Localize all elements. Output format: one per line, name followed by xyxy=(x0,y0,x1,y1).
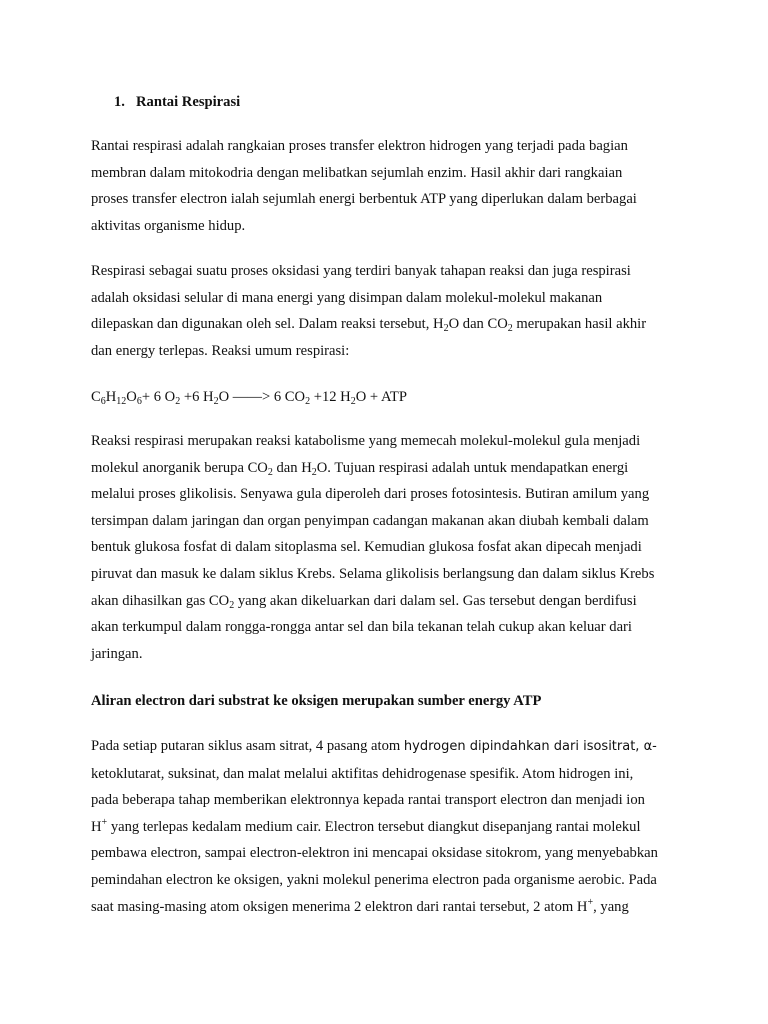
text-line xyxy=(91,455,681,482)
text-line: pada beberapa tahap memberikan elektronnya kepada rantai transport electron dan menjadi ion xyxy=(91,792,645,809)
text-fragment: molekul anorganik berupa CO xyxy=(91,459,268,476)
eq-term: O ——> 6 CO xyxy=(218,389,306,405)
text-fragment: hydrogen dipindahkan dari isositrat, α- xyxy=(403,739,657,754)
text-fragment: akan dihasilkan gas CO xyxy=(91,592,230,609)
superscript: + xyxy=(587,896,594,908)
eq-term: + 6 O xyxy=(141,389,176,405)
superscript: + xyxy=(101,816,108,828)
text-line: tersimpan dalam jaringan dan organ penyimpan cadangan makanan akan diubah kembali dalam xyxy=(91,512,649,529)
text-fragment: yang akan dikeluarkan dari dalam sel. Gas tersebut dengan berdifusi xyxy=(234,592,637,609)
text-line: bentuk glukosa fosfat di dalam sitoplasma sel. Kemudian glukosa fosfat akan dipecah menjadi xyxy=(91,539,642,556)
subscript: 2 xyxy=(311,466,317,478)
text-fragment: yang terlepas kedalam medium cair. Electron tersebut diangkut disepanjang rantai molekul xyxy=(107,818,641,835)
subscript: 2 xyxy=(350,396,356,407)
eq-term: O + ATP xyxy=(355,389,407,405)
section-number: 1. xyxy=(114,94,125,110)
subsection-heading: Aliran electron dari substrat ke oksigen merupakan sumber energy ATP xyxy=(91,693,542,709)
text-line: membran dalam mitokodria dengan melibatkan sejumlah enzim. Hasil akhir dari rangkaian xyxy=(91,164,623,181)
text-fragment: dilepaskan dan digunakan oleh sel. Dalam reaksi tersebut, H xyxy=(91,316,444,333)
text-fragment: saat masing-masing atom oksigen menerima 2 elektron dari rantai tersebut, 2 atom H xyxy=(91,898,588,915)
text-line: Rantai respirasi adalah rangkaian proses transfer elektron hidrogen yang terjadi pada bagian xyxy=(91,138,628,154)
text-fragment: H xyxy=(91,818,102,835)
subscript: 2 xyxy=(443,323,449,335)
section-title: Rantai Respirasi xyxy=(136,94,241,110)
subscript: 12 xyxy=(116,396,127,407)
paragraph-definition xyxy=(91,133,681,239)
text-line xyxy=(91,814,681,841)
eq-term: C xyxy=(91,389,101,405)
subscript: 2 xyxy=(305,396,311,407)
text-fragment: Pada setiap putaran siklus asam sitrat, 4 pasang atom xyxy=(91,738,404,754)
text-fragment: dan H xyxy=(272,459,312,476)
subscript: 2 xyxy=(229,599,235,611)
eq-term: H xyxy=(105,389,117,405)
subscript: 6 xyxy=(136,396,142,407)
eq-term: O xyxy=(126,389,137,405)
text-line: proses transfer electron ialah sejumlah energi berbentuk ATP yang diperlukan dalam berbagai xyxy=(91,191,637,208)
text-line: adalah oksidasi selular di mana energi yang disimpan dalam molekul-molekul makanan xyxy=(91,289,603,306)
paragraph-catabolism xyxy=(91,428,681,667)
paragraph-electron-flow xyxy=(91,733,681,920)
text-fragment: , yang xyxy=(593,898,629,915)
eq-term: +12 H xyxy=(310,389,351,405)
subscript: 2 xyxy=(267,466,273,478)
text-line: jaringan. xyxy=(91,645,143,662)
text-line: piruvat dan masuk ke dalam siklus Krebs. Selama glikolisis berlangsung dan dalam siklus Krebs xyxy=(91,565,655,582)
subscript: 2 xyxy=(507,323,513,335)
text-line xyxy=(91,894,681,921)
text-line: dan energy terlepas. Reaksi umum respirasi: xyxy=(91,342,350,359)
subscript: 6 xyxy=(100,396,106,407)
section-heading xyxy=(114,89,240,115)
text-line: ketoklutarat, suksinat, dan malat melalui aktifitas dehidrogenase spesifik. Atom hidrogen ini, xyxy=(91,765,634,782)
text-fragment: O dan CO xyxy=(448,316,508,333)
text-line: aktivitas organisme hidup. xyxy=(91,217,246,234)
text-line: pembawa electron, sampai electron-elektron ini mencapai oksidase sitokrom, yang menyebabkan xyxy=(91,845,658,862)
text-fragment: merupakan hasil akhir xyxy=(512,316,647,333)
text-line xyxy=(91,733,681,761)
text-line: pemindahan electron ke oksigen, yakni molekul penerima electron pada organisme aerobic. Pada xyxy=(91,871,657,888)
text-line: melalui proses glikolisis. Senyawa gula diperoleh dari proses fotosintesis. Butiran amilum yang xyxy=(91,486,650,503)
text-line xyxy=(91,311,681,338)
paragraph-oxidation xyxy=(91,258,681,364)
eq-term: +6 H xyxy=(180,389,214,405)
text-line xyxy=(91,588,681,615)
text-line: Reaksi respirasi merupakan reaksi katabolisme yang memecah molekul-molekul gula menjadi xyxy=(91,433,641,449)
subscript: 2 xyxy=(175,396,181,407)
text-line: akan terkumpul dalam rongga-rongga antar sel dan bila tekanan telah cukup akan keluar dari xyxy=(91,619,632,636)
text-line: Respirasi sebagai suatu proses oksidasi yang terdiri banyak tahapan reaksi dan juga respirasi xyxy=(91,263,631,279)
subscript: 2 xyxy=(213,396,219,407)
respiration-equation xyxy=(91,384,681,411)
text-fragment: O. Tujuan respirasi adalah untuk mendapatkan energi xyxy=(316,459,629,476)
